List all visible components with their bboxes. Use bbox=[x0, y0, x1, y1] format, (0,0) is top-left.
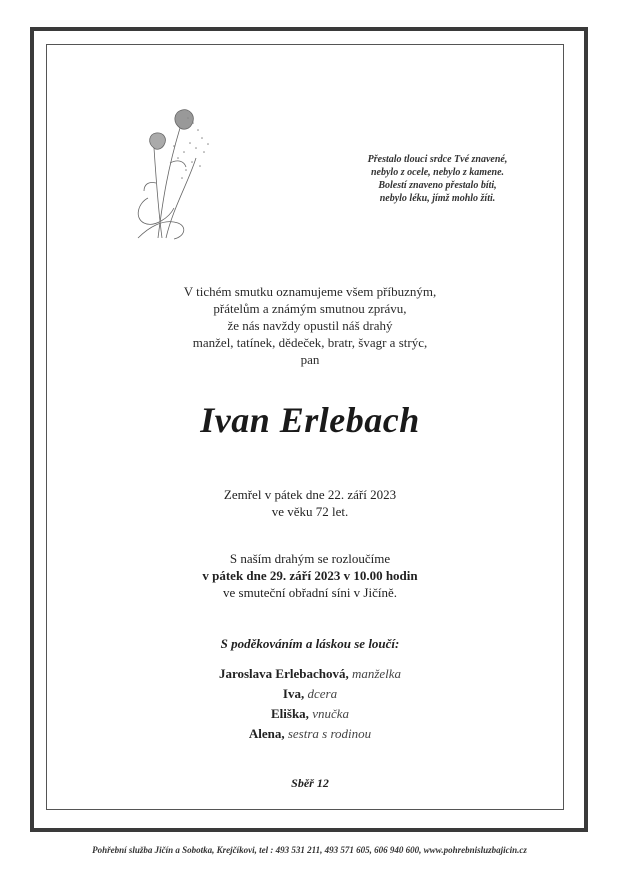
intro-line: že nás navždy opustil náš drahý bbox=[227, 318, 393, 333]
poem-line: nebylo z ocele, nebylo z kamene. bbox=[370, 167, 505, 178]
poem-line: Bolestí znaveno přestalo bíti, bbox=[378, 180, 497, 191]
mourner-relation: manželka bbox=[351, 666, 402, 681]
mourner-relation: dcera bbox=[307, 686, 338, 701]
intro-line: V tichém smutku oznamujeme všem příbuzným, bbox=[183, 284, 437, 299]
sber-code: Sběř 12 bbox=[291, 776, 329, 790]
announcement-intro bbox=[130, 283, 490, 368]
funeral-place: ve smuteční obřadní síni v Jičíně. bbox=[222, 585, 398, 600]
poem-line: nebylo léku, jímž mohlo žíti. bbox=[379, 193, 496, 204]
mourners-list bbox=[130, 664, 490, 744]
mourner-item bbox=[130, 724, 490, 744]
funeral-info bbox=[130, 550, 490, 601]
thanks-heading: S poděkováním a láskou se loučí: bbox=[220, 636, 400, 651]
mourner-name: Iva, bbox=[282, 686, 305, 701]
rose-bouquet-illustration bbox=[118, 88, 218, 258]
funeral-datetime: v pátek dne 29. září 2023 v 10.00 hodin bbox=[202, 568, 418, 583]
memorial-poem bbox=[330, 153, 545, 205]
funeral-service-footer: Pohřební služba Jičín a Sobotka, Krejčíkovi, tel : 493 531 211, 493 571 605, 606 940 600, www.pohrebnisluzbajicin.cz bbox=[92, 845, 527, 855]
death-info bbox=[130, 486, 490, 520]
mourner-relation: sestra s rodinou bbox=[287, 726, 372, 741]
mourner-name: Alena, bbox=[248, 726, 285, 741]
deceased-name: Ivan Erlebach bbox=[200, 400, 420, 440]
death-date: Zemřel v pátek dne 22. září 2023 bbox=[223, 487, 397, 502]
mourner-name: Jaroslava Erlebachová, bbox=[218, 666, 349, 681]
intro-line: manžel, tatínek, dědeček, bratr, švagr a strýc, bbox=[192, 335, 428, 350]
mourner-item bbox=[130, 704, 490, 724]
mourner-item bbox=[130, 664, 490, 684]
mourner-name: Eliška, bbox=[271, 706, 309, 721]
funeral-line: S naším drahým se rozloučíme bbox=[229, 551, 391, 566]
mourner-item bbox=[130, 684, 490, 704]
intro-line: pan bbox=[300, 352, 320, 367]
death-age: ve věku 72 let. bbox=[271, 504, 349, 519]
intro-line: přátelům a známým smutnou zprávu, bbox=[213, 301, 407, 316]
mourner-relation: vnučka bbox=[312, 706, 349, 721]
poem-line: Přestalo tlouci srdce Tvé znavené, bbox=[367, 154, 508, 165]
